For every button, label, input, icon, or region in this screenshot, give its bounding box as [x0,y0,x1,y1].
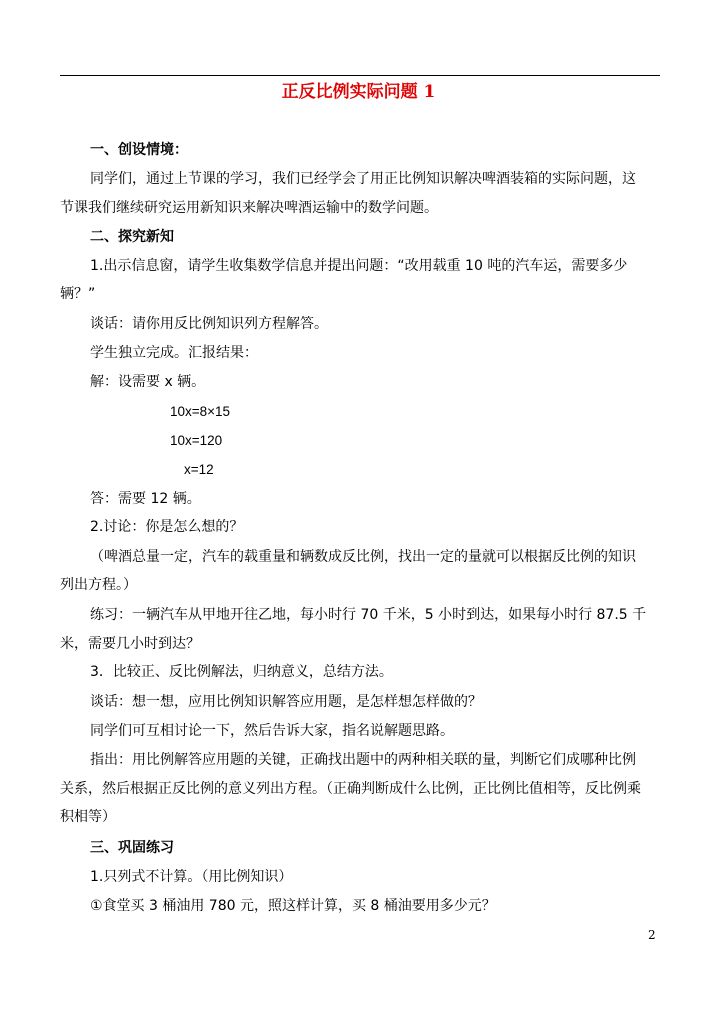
section-heading-3: 三、巩固练习 [90,840,174,856]
paragraph-line: 米，需要几小时到达？ [60,636,200,652]
paragraph-line: 学生独立完成。汇报结果： [90,345,258,361]
paragraph-line: 同学们可互相讨论一下，然后告诉大家，指名说解题思路。 [90,723,454,739]
paragraph-line: 解：设需要 x 辆。 [90,374,206,390]
equation-line: 10x=8×15 [170,404,231,419]
paragraph-line: 同学们，通过上节课的学习，我们已经学会了用正比例知识解决啤酒装箱的实际问题，这 [90,171,636,187]
paragraph-line: 3．比较正、反比例解法，归纳意义，总结方法。 [90,664,393,680]
paragraph-line: 1.只列式不计算。（用比例知识） [90,869,293,885]
paragraph-line: 答：需要 12 辆。 [90,491,201,507]
paragraph-line: 列出方程。） [60,577,137,593]
page-number: 2 [648,928,656,942]
paragraph-line: 练习：一辆汽车从甲地开往乙地，每小时行 70 千米，5 小时到达，如果每小时行 87.5 千 [90,607,647,623]
paragraph-line: 节课我们继续研究运用新知识来解决啤酒运输中的数学问题。 [60,200,438,216]
paragraph-line: 积相等） [60,809,116,825]
paragraph-line: ①食堂买 3 桶油用 780 元，照这样计算，买 8 桶油要用多少元？ [90,898,496,914]
equation-line: 10x=120 [170,433,223,448]
section-heading-2: 二、探究新知 [90,229,174,245]
page-title: 正反比例实际问题 1 [281,82,436,102]
paragraph-line: 谈话：想一想，应用比例知识解答应用题，是怎样想怎样做的？ [90,694,482,710]
paragraph-line: （啤酒总量一定，汽车的载重量和辆数成反比例，找出一定的量就可以根据反比例的知识 [90,549,636,565]
paragraph-line: 1.出示信息窗，请学生收集数学信息并提出问题：“改用载重 10 吨的汽车运，需要多少 [90,258,628,274]
header-rule [60,75,660,76]
paragraph-line: 谈话：请你用反比例知识列方程解答。 [90,316,328,332]
paragraph-line: 指出：用比例解答应用题的关键，正确找出题中的两种相关联的量，判断它们成哪种比例 [90,752,636,768]
equation-line: x=12 [184,462,214,477]
section-heading-1: 一、创设情境： [90,142,188,158]
paragraph-line: 关系，然后根据正反比例的意义列出方程。（正确判断成什么比例，正比例比值相等，反比例乘 [60,781,641,797]
paragraph-line: 2.讨论：你是怎么想的？ [90,519,244,535]
paragraph-line: 辆？” [60,286,96,302]
